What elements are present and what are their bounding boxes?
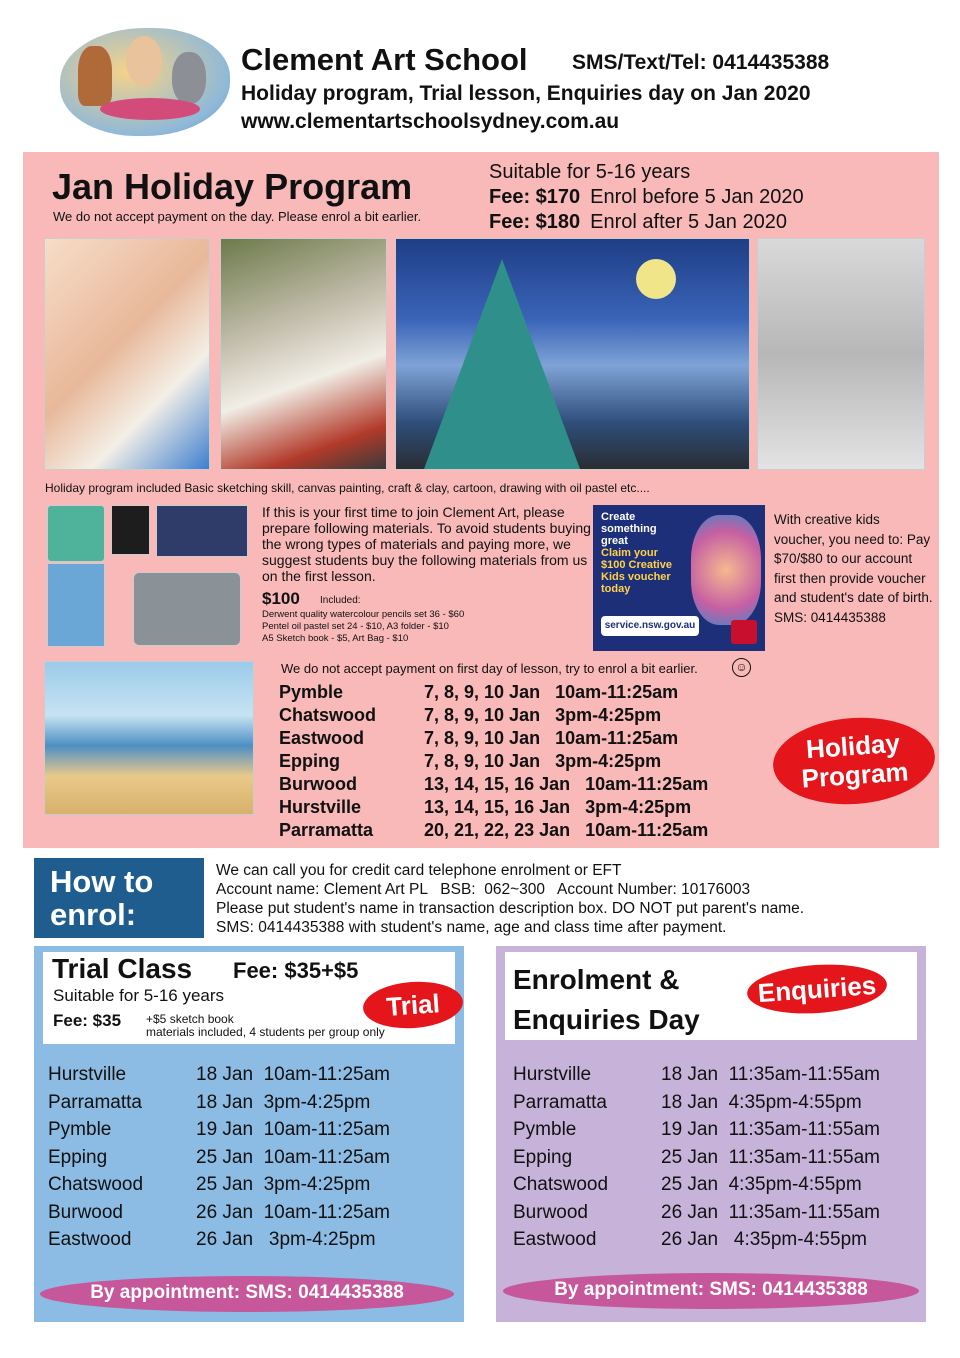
enquiry-row [513,1199,880,1227]
enrol-instructions [216,861,804,937]
enquiry-row [513,1171,880,1199]
schedule-location: Chatswood [279,705,376,725]
schedule-row [279,750,708,773]
contact-phone: SMS/Text/Tel: 0414435388 [572,51,830,74]
enquiry-location: Chatswood [513,1174,609,1195]
trial-location: Pymble [48,1119,112,1140]
voucher-instructions: With creative kids voucher, you need to: Pay $70/$80 to our account first then provide voucher and student's date of birth. SMS: 0414435388 [774,512,933,625]
enquiries-badge: Enquiries [745,960,888,1018]
schedule-location: Eastwood [279,728,365,748]
trial-time: 25 Jan 10am-11:25am [196,1146,390,1168]
enquiries-title-line: Enrolment & [513,964,680,995]
creative-kids-ad-text [601,511,693,595]
schedule-location: Pymble [279,682,344,702]
enquiry-row [513,1061,880,1089]
trial-location: Hurstville [48,1064,127,1085]
enquiry-location: Epping [513,1146,573,1168]
trial-location: Burwood [48,1201,123,1223]
a3-folder [47,563,105,647]
enquiry-time: 18 Jan 4:35pm-4:55pm [661,1091,862,1113]
school-logo [60,28,230,136]
materials-item: Pentel oil pastel set 24 - $10, A3 folder - $10 [262,621,449,632]
enrol-line: Please put student's name in transaction description box. DO NOT put parent's name. [216,900,805,917]
enrol-label-line: enrol: [50,897,137,932]
holiday-age-range: Suitable for 5-16 years [489,161,691,183]
materials-item: A5 Sketch book - $5, Art Bag - $10 [262,633,409,644]
trial-schedule [48,1061,390,1254]
trial-time: 19 Jan 10am-11:25am [196,1119,390,1140]
schedule-location: Parramatta [279,820,374,840]
enquiry-location: Pymble [513,1119,577,1140]
trial-row [48,1144,390,1172]
trial-badge: Trial [362,979,465,1032]
enquiry-location: Burwood [513,1201,588,1223]
schedule-row [279,681,708,704]
logo-kangaroo-figure [78,46,112,106]
trial-row [48,1226,390,1254]
watercolour-pencils-tin [47,505,105,562]
trial-fee-short: Fee: $35 [53,1011,122,1030]
fee-late-text: Enrol after 5 Jan 2020 [590,211,787,233]
enquiries-title-line: Enquiries Day [513,1004,700,1035]
enquiry-time: 19 Jan 11:35am-11:55am [661,1119,880,1140]
trial-row [48,1171,390,1199]
trial-location: Eastwood [48,1229,132,1250]
trial-included [146,1013,385,1039]
school-name: Clement Art School [241,42,528,77]
schedule-location: Burwood [279,774,357,794]
trial-included-line: +$5 sketch book [146,1012,234,1026]
header-subtitle: Holiday program, Trial lesson, Enquiries day on Jan 2020 [241,82,811,105]
logo-table [100,98,200,120]
enrol-line: We can call you for credit card telephone enrolment or EFT [216,862,622,879]
enrol-line: Account name: Clement Art PL BSB: 062~300 Account Number: 10176003 [216,881,751,898]
trial-location: Chatswood [48,1174,144,1195]
christmas-tree-shape [424,259,580,469]
ad-line: Kids voucher [601,571,671,583]
trial-row [48,1116,390,1144]
starry-night-tree-painting [395,238,750,470]
ad-line: great [601,535,628,547]
enquiry-row [513,1226,880,1254]
enquiries-schedule [513,1061,880,1254]
holiday-caption: Holiday program included Basic sketching skill, canvas painting, craft & clay, cartoon, drawing with oil pastel etc.... [45,481,650,495]
holiday-payment-note: We do not accept payment on the day. Please enrol a bit earlier. [53,209,422,224]
enquiry-row [513,1089,880,1117]
enquiry-location: Eastwood [513,1229,597,1250]
trial-location: Epping [48,1146,108,1168]
enquiry-row [513,1144,880,1172]
materials-price: $100 [262,589,300,608]
schedule-row [279,727,708,750]
beach-painting [44,661,254,815]
enquiry-row [513,1116,880,1144]
trial-included-line: materials included, 4 students per group only [146,1025,385,1039]
fee-late [489,211,787,234]
sketchbook-paints-photo [220,238,387,470]
schedule-location: Hurstville [279,797,362,817]
schedule-time: 13, 14, 15, 16 Jan 10am-11:25am [424,774,709,794]
trial-time: 18 Jan 3pm-4:25pm [196,1091,371,1113]
enquiry-time: 25 Jan 11:35am-11:55am [661,1146,880,1168]
badge-line: Program [800,756,910,794]
logo-child-figure [126,36,162,86]
enquiry-time: 26 Jan 4:35pm-4:55pm [661,1229,867,1250]
nsw-waratah-icon [731,620,757,644]
holiday-schedule [279,681,708,842]
materials-list [262,609,464,645]
child-painting-photo [44,238,210,470]
enquiry-location: Parramatta [513,1091,607,1113]
schedule-time: 7, 8, 9, 10 Jan 10am-11:25am [424,728,679,748]
badge-line: Holiday [805,727,901,765]
ad-line: Create [601,511,636,523]
pencil-set-box [156,505,248,557]
logo-koala-figure [172,52,206,104]
website-link[interactable]: www.clementartschoolsydney.com.au [241,110,620,133]
trial-fee: Fee: $35+$5 [233,958,359,983]
materials-included-label: Included: [320,595,361,606]
enquiry-time: 25 Jan 4:35pm-4:55pm [661,1174,862,1195]
trial-time: 26 Jan 10am-11:25am [196,1201,390,1223]
ad-line: something [601,523,657,535]
ad-line: today [601,583,631,595]
trial-time: 25 Jan 3pm-4:25pm [196,1174,371,1195]
trial-title: Trial Class [52,953,193,984]
schedule-row [279,704,708,727]
enrol-label-line: How to [50,864,154,899]
sketch-book [111,505,150,555]
ad-child-photo [691,515,761,625]
trial-location: Parramatta [48,1091,142,1113]
fee-early-text: Enrol before 5 Jan 2020 [590,186,804,208]
art-bag [133,572,241,646]
smiley-icon: ☺ [732,658,751,677]
materials-description: If this is your first time to join Clement Art, please prepare following materials. To avoid students buying the wrong types of materials and paying more, we suggest students buy the following materials from us on the first lesson. [262,504,591,584]
trial-row [48,1089,390,1117]
schedule-time: 13, 14, 15, 16 Jan 3pm-4:25pm [424,797,692,817]
fee-early [489,186,804,209]
fee-early-label: Fee: $170 [489,186,581,208]
how-to-enrol-label [34,858,204,938]
enrol-line: SMS: 0414435388 with student's name, age and class time after payment. [216,919,727,936]
trial-time: 26 Jan 3pm-4:25pm [196,1229,376,1250]
trial-appointment-button[interactable]: By appointment: SMS: 0414435388 [40,1276,454,1312]
enquiry-time: 18 Jan 11:35am-11:55am [661,1064,880,1085]
enquiry-location: Hurstville [513,1064,592,1085]
payment-warning: We do not accept payment on first day of lesson, try to enrol a bit earlier. [281,661,698,676]
schedule-time: 7, 8, 9, 10 Jan 3pm-4:25pm [424,751,662,771]
materials-item: Derwent quality watercolour pencils set 36 - $60 [262,609,465,620]
trial-time: 18 Jan 10am-11:25am [196,1064,390,1085]
holiday-title: Jan Holiday Program [52,166,413,207]
trial-row [48,1199,390,1227]
enquiries-title [513,960,700,1040]
nsw-service-link[interactable]: service.nsw.gov.au [601,616,699,636]
ad-line: $100 Creative [601,559,672,571]
schedule-time: 7, 8, 9, 10 Jan 3pm-4:25pm [424,705,662,725]
anime-sketch-drawing [757,238,925,470]
star-moon-shape [636,259,676,299]
schedule-time: 7, 8, 9, 10 Jan 10am-11:25am [424,682,679,702]
enquiries-appointment-button[interactable]: By appointment: SMS: 0414435388 [503,1273,919,1309]
fee-late-label: Fee: $180 [489,211,581,233]
schedule-time: 20, 21, 22, 23 Jan 10am-11:25am [424,820,709,840]
schedule-row [279,796,708,819]
schedule-row [279,819,708,842]
ad-line: Claim your [601,547,658,559]
trial-row [48,1061,390,1089]
enquiry-time: 26 Jan 11:35am-11:55am [661,1201,880,1223]
trial-age-range: Suitable for 5-16 years [53,986,225,1005]
schedule-row [279,773,708,796]
schedule-location: Epping [279,751,340,771]
